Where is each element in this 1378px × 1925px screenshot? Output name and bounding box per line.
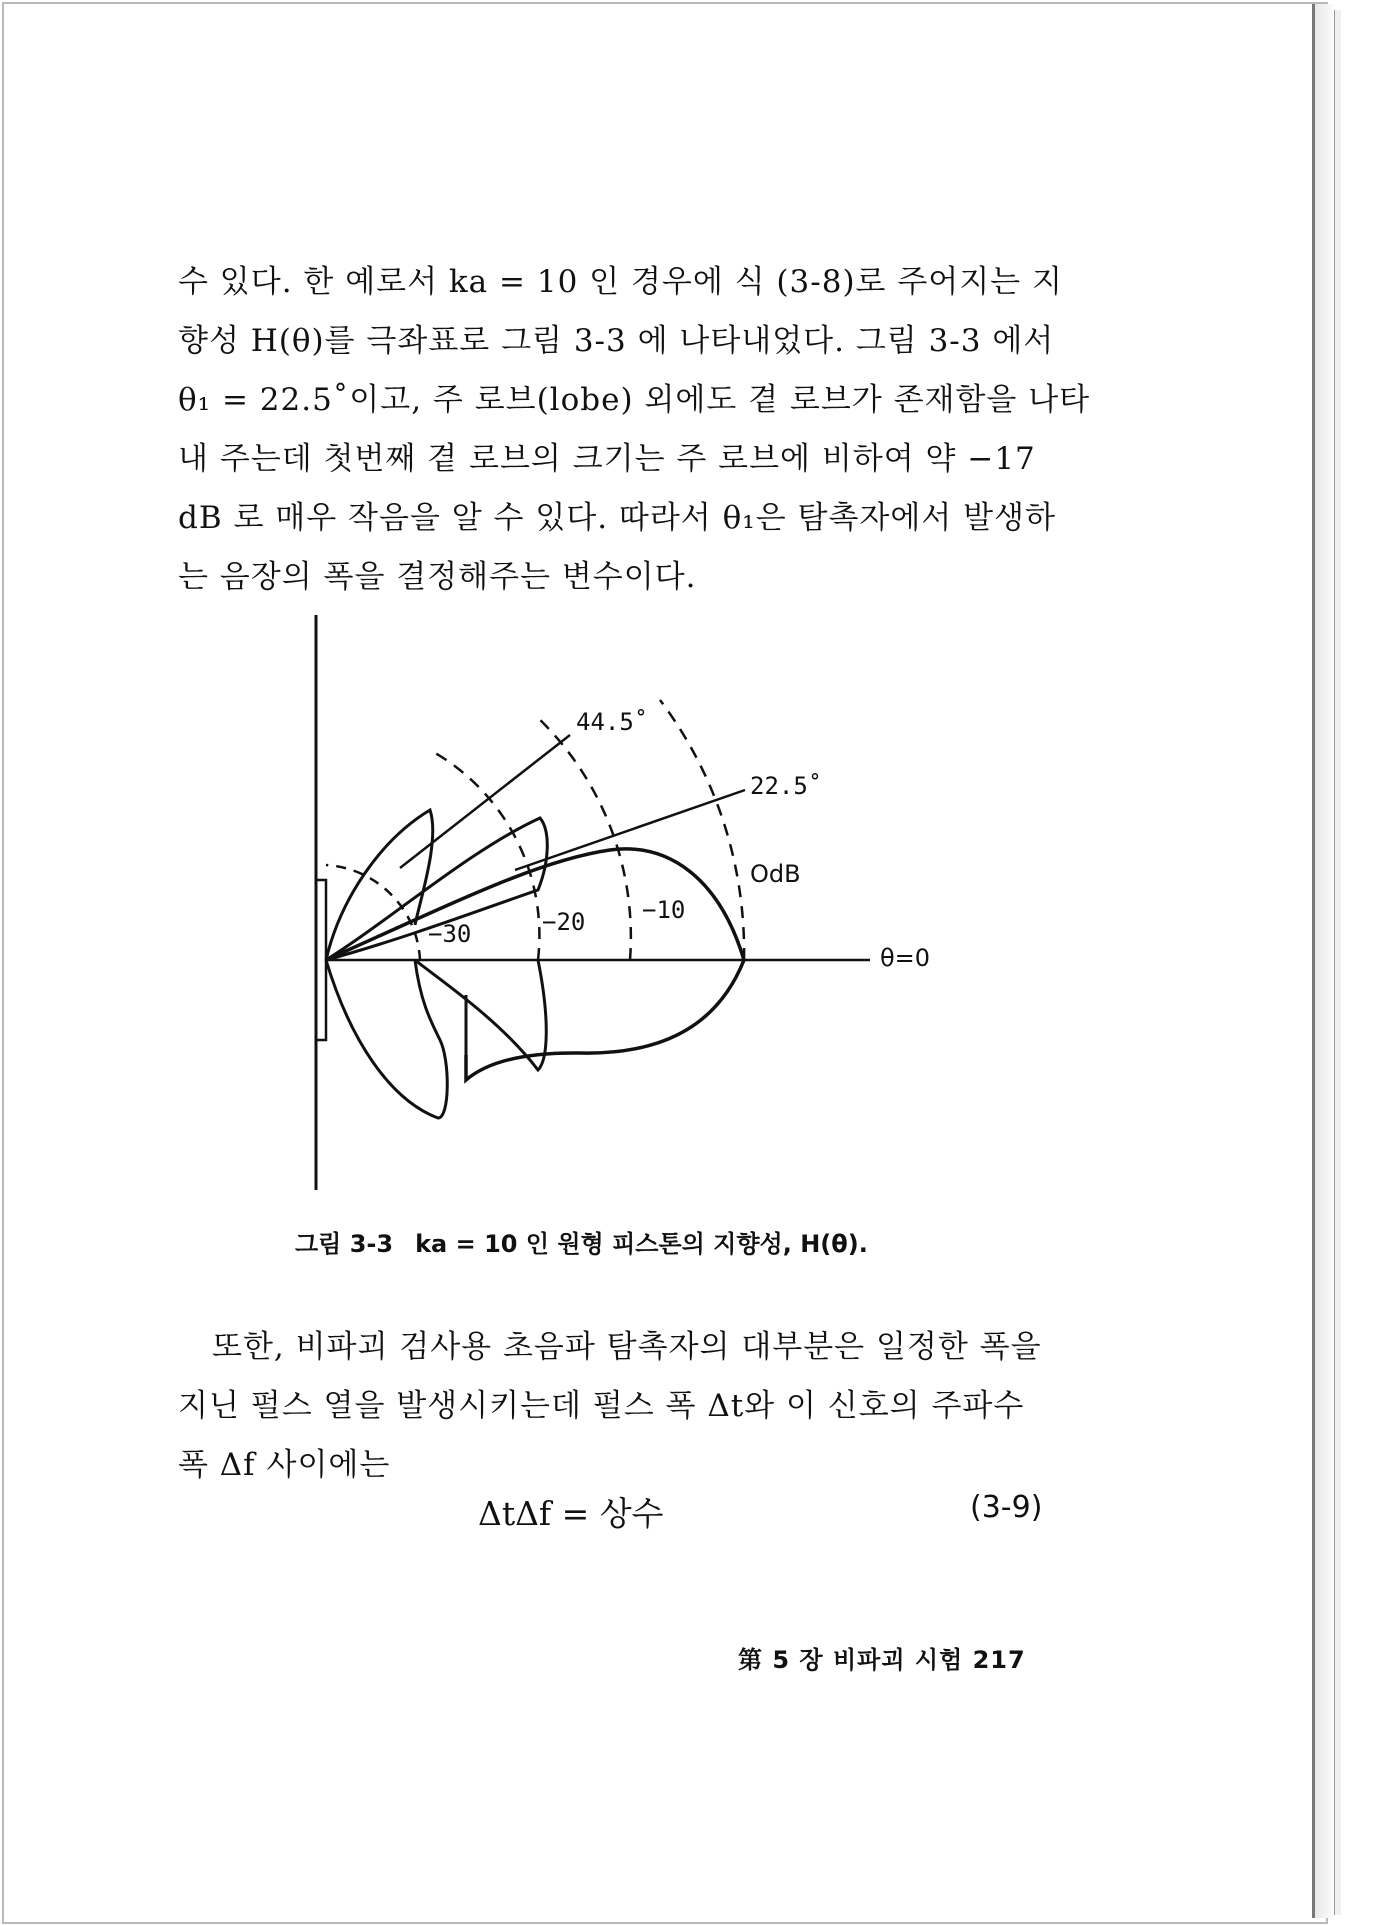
paragraph-line: 는 음장의 폭을 결정해주는 변수이다. [178, 559, 697, 595]
lower-side-lobe-1 [415, 960, 546, 1070]
page-edge [1312, 4, 1333, 1918]
label-theta-zero: θ=0 [880, 944, 931, 972]
caption-number: 그림 3-3 [295, 1230, 394, 1258]
paragraph-line: dB 로 매우 작음을 알 수 있다. 따라서 θ₁은 탐촉자에서 발생하 [178, 500, 1056, 536]
polar-plot [280, 600, 980, 1200]
label-0db: OdB [750, 860, 801, 888]
label-44-5: 44.5˚ [576, 708, 649, 736]
paragraph-line: 지닌 펄스 열을 발생시키는데 펄스 폭 Δt와 이 신호의 주파수 [178, 1388, 1025, 1424]
paragraph-line: 또한, 비파괴 검사용 초음파 탐촉자의 대부분은 일정한 폭을 [212, 1329, 1042, 1365]
paragraph-2 [178, 1318, 1083, 1495]
page-footer: 第 5 장 비파괴 시험 217 [738, 1646, 1026, 1674]
equation-number: (3-9) [970, 1490, 1043, 1525]
lower-side-lobe-2 [326, 960, 447, 1118]
angle-line-22 [515, 790, 745, 870]
paragraph-line: 내 주는데 첫번째 곁 로브의 크기는 주 로브에 비하여 약 −17 [178, 441, 1036, 477]
paragraph-line: θ₁ = 22.5˚이고, 주 로브(lobe) 외에도 곁 로브가 존재함을 나타 [178, 382, 1091, 418]
caption-text: ka = 10 인 원형 피스톤의 지향성, H(θ). [415, 1230, 868, 1258]
equation: ΔtΔf = 상수 [478, 1494, 664, 1533]
main-lobe [326, 849, 744, 1080]
figure-caption [295, 1224, 1055, 1259]
page-edge-inner [1334, 10, 1341, 1915]
label-minus20: −20 [542, 908, 586, 936]
paragraph-line: 폭 Δf 사이에는 [178, 1447, 391, 1483]
paragraph-1 [178, 253, 1091, 607]
label-minus30: −30 [428, 920, 472, 948]
paragraph-line: 수 있다. 한 예로서 ka = 10 인 경우에 식 (3-8)로 주어지는 지 [178, 264, 1063, 300]
label-minus10: −10 [642, 896, 686, 924]
directivity-figure [280, 600, 980, 1200]
label-22-5: 22.5˚ [750, 772, 823, 800]
paragraph-line: 향성 H(θ)를 극좌표로 그림 3-3 에 나타내었다. 그림 3-3 에서 [178, 323, 1055, 359]
